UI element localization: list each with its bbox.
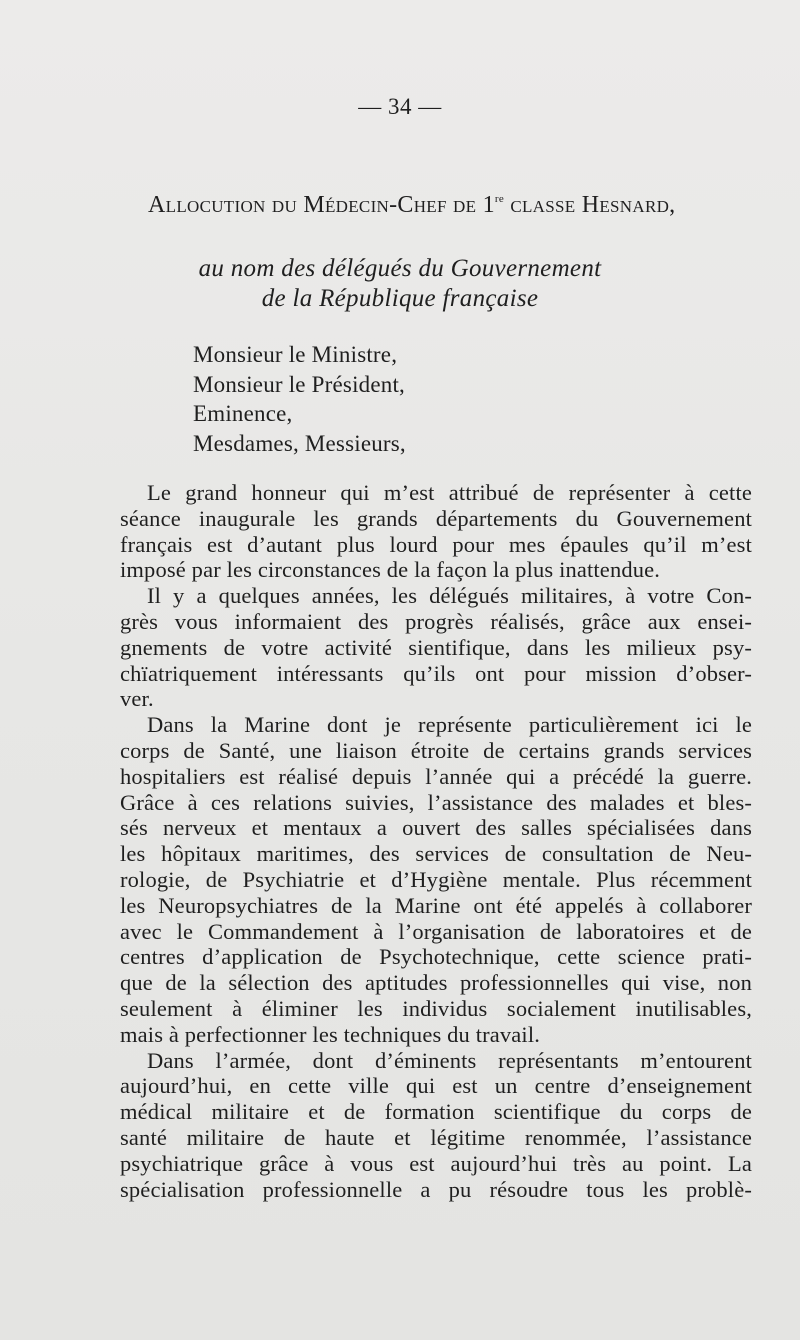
text-line: centres d’application de Psychotechnique, cette science prati- xyxy=(120,944,752,970)
text-line: mais à perfectionner les techniques du travail. xyxy=(120,1021,541,1047)
text-line: santé militaire de haute et légitime renommée, l’assistance xyxy=(120,1124,752,1150)
paragraph xyxy=(120,583,752,712)
text-line: chïatriquement intéressants qu’ils ont pour mission d’obser- xyxy=(120,660,752,686)
text-line: Grâce à ces relations suivies, l’assistance des malades et bles- xyxy=(120,789,752,815)
text-line: corps de Santé, une liaison étroite de certains grands services xyxy=(120,737,752,763)
text-line: Dans la Marine dont je représente particulièrement ici le xyxy=(147,712,752,738)
text-line: Il y a quelques années, les délégués militaires, à votre Con- xyxy=(147,583,752,609)
text-line: gnements de votre activité sientifique, dans les milieux psy- xyxy=(120,634,752,660)
salutations xyxy=(193,340,406,458)
salutation-line: Eminence, xyxy=(193,401,293,426)
text-line: seulement à éliminer les individus socialement inutilisables, xyxy=(120,995,752,1021)
text-line: hospitaliers est réalisé depuis l’année qui a précédé la guerre. xyxy=(120,763,752,789)
text-line: ver. xyxy=(120,686,154,712)
text-line: rologie, de Psychiatrie et d’Hygiène mentale. Plus récemment xyxy=(120,866,752,892)
text-line: les hôpitaux maritimes, des services de consultation de Neu- xyxy=(120,841,752,867)
text-line: français est d’autant plus lourd pour mes épaules qu’il m’est xyxy=(120,531,752,557)
text-line: grès vous informaient des progrès réalisés, grâce aux ensei- xyxy=(120,608,752,634)
body-text xyxy=(120,480,752,1202)
text-line: psychiatrique grâce à vous est aujourd’hui très au point. La xyxy=(120,1150,752,1176)
salutation-line: Monsieur le Président, xyxy=(193,371,406,397)
text-line: Dans l’armée, dont d’éminents représentants m’entourent xyxy=(147,1047,752,1073)
allocution-heading xyxy=(148,192,788,219)
page-number: — 34 — xyxy=(358,94,442,119)
text-line: sés nerveux et mentaux a ouvert des salles spécialisées dans xyxy=(120,815,752,841)
text-line: imposé par les circonstances de la façon la plus inattendue. xyxy=(120,557,661,583)
paragraph xyxy=(120,480,752,583)
text-line: spécialisation professionnelle a pu résoudre tous les problè- xyxy=(120,1176,752,1202)
heading-superscript: re xyxy=(494,193,505,205)
heading-text: Allocution du Médecin-Chef de 1 xyxy=(148,192,495,218)
text-line: que de la sélection des aptitudes professionnelles qui vise, non xyxy=(120,970,752,996)
subtitle-line-2: de la République française xyxy=(261,285,539,312)
heading-text-end: classe Hesnard, xyxy=(504,192,676,218)
salutation-line: Mesdames, Messieurs, xyxy=(193,430,406,456)
subtitle-line-1: au nom des délégués du Gouvernement xyxy=(198,255,602,282)
text-line: médical militaire et de formation scientifique du corps de xyxy=(120,1099,752,1125)
text-line: les Neuropsychiatres de la Marine ont été appelés à collaborer xyxy=(120,892,752,918)
text-line: avec le Commandement à l’organisation de laboratoires et de xyxy=(120,918,752,944)
text-line: Le grand honneur qui m’est attribué de représenter à cette xyxy=(147,480,752,505)
paragraph xyxy=(120,1048,752,1203)
text-line: aujourd’hui, en cette ville qui est un centre d’enseignement xyxy=(120,1073,752,1099)
paragraph xyxy=(120,712,752,1047)
text-line: séance inaugurale les grands départements du Gouvernement xyxy=(120,505,752,531)
salutation-line: Monsieur le Ministre, xyxy=(193,342,398,367)
